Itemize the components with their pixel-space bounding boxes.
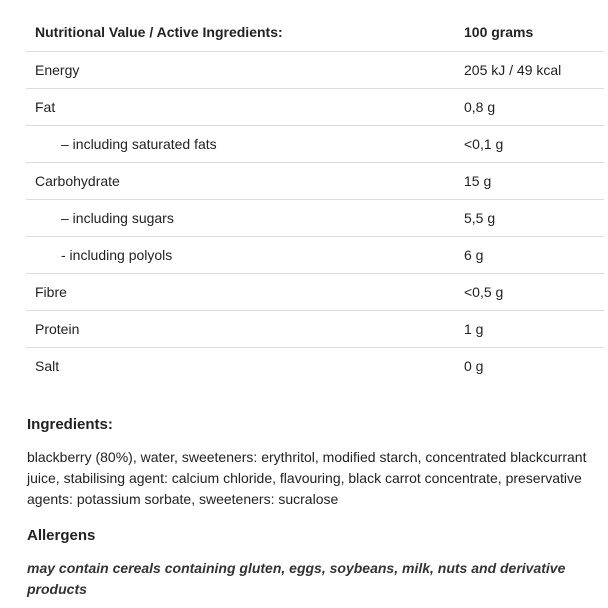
- table-row: [26, 199, 604, 236]
- table-row: [26, 273, 604, 310]
- nutrient-value: 6 g: [456, 236, 604, 273]
- nutrient-name: Protein: [26, 310, 456, 347]
- nutrient-value: <0,1 g: [456, 125, 604, 162]
- table-row: [26, 347, 604, 384]
- nutrient-value: 1 g: [456, 310, 604, 347]
- table-row: [26, 88, 604, 125]
- nutrient-value: 5,5 g: [456, 199, 604, 236]
- nutrient-value: 205 kJ / 49 kcal: [456, 51, 604, 88]
- table-row: [26, 125, 604, 162]
- nutrient-value: 0,8 g: [456, 88, 604, 125]
- table-row: [26, 310, 604, 347]
- ingredients-heading: Ingredients:: [27, 416, 113, 433]
- table-row: [26, 236, 604, 273]
- allergens-heading: Allergens: [27, 527, 96, 544]
- nutrition-table: [26, 14, 604, 384]
- nutrient-name: – including sugars: [26, 199, 456, 236]
- nutrient-name: Energy: [26, 51, 456, 88]
- nutrient-name: Salt: [26, 347, 456, 384]
- nutrient-value: 0 g: [456, 347, 604, 384]
- table-row: [26, 51, 604, 88]
- nutrient-value: 15 g: [456, 162, 604, 199]
- nutrient-name: Fat: [26, 88, 456, 125]
- ingredients-text: blackberry (80%), water, sweeteners: erythritol, modified starch, concentrated blackcurrant juice, stabilising agent: calcium chloride, flavouring, black carrot concentrate, preservative agents: potassium sorbate, sweeteners: sucralose: [27, 449, 587, 507]
- allergens-text: may contain cereals containing gluten, eggs, soybeans, milk, nuts and derivative products: [27, 560, 566, 597]
- nutrient-name: Carbohydrate: [26, 162, 456, 199]
- table-row: [26, 162, 604, 199]
- nutrient-name: - including polyols: [26, 236, 456, 273]
- nutrient-value: <0,5 g: [456, 273, 604, 310]
- header-amount-label: 100 grams: [464, 24, 534, 41]
- nutrient-name: – including saturated fats: [26, 125, 456, 162]
- header-nutrient-label: Nutritional Value / Active Ingredients:: [35, 24, 283, 41]
- nutrient-name: Fibre: [26, 273, 456, 310]
- table-header-row: [26, 14, 604, 51]
